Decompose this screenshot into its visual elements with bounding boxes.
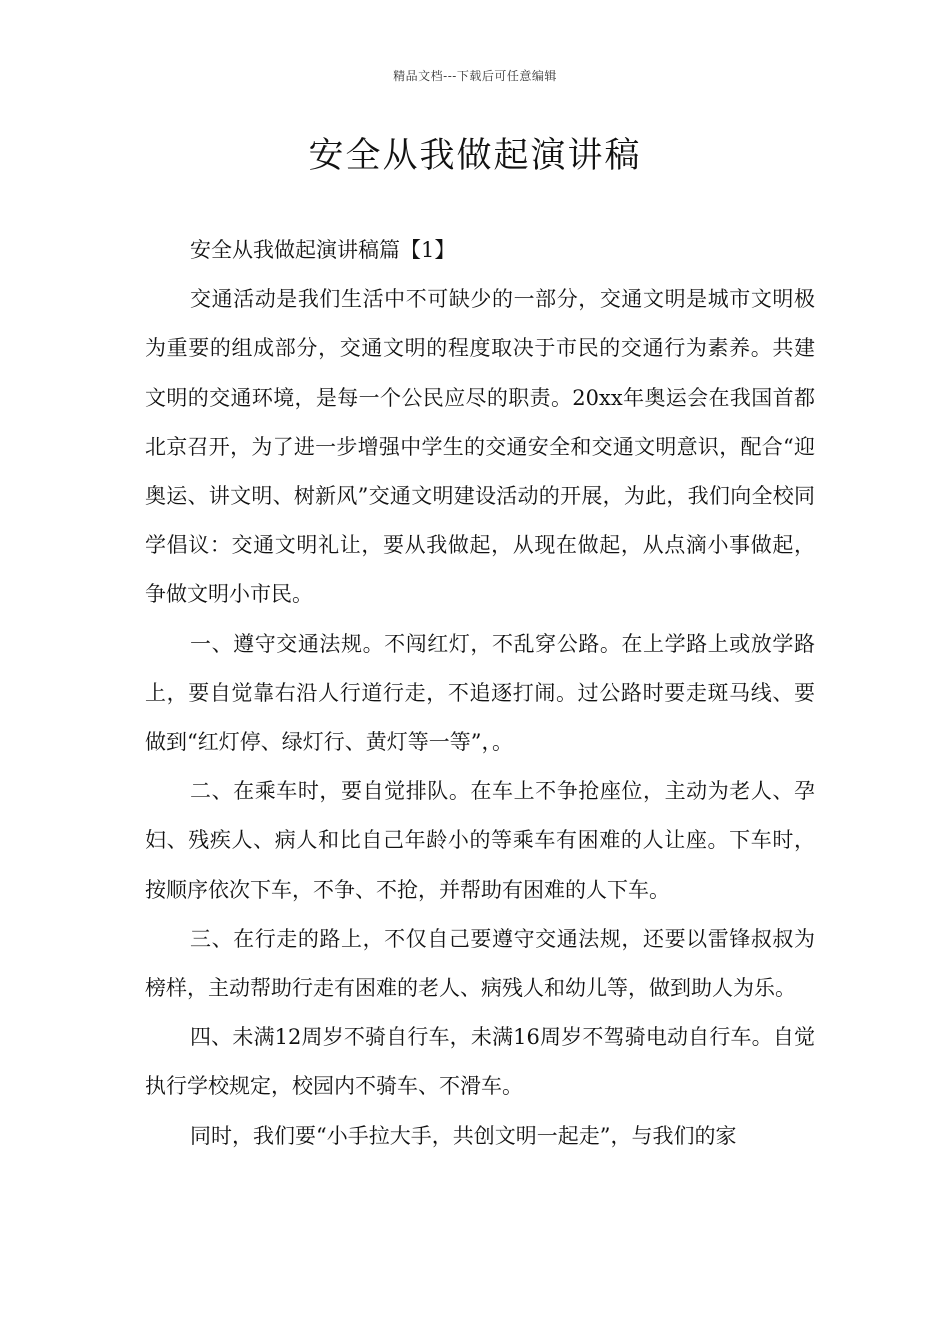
document-title: 安全从我做起演讲稿	[308, 136, 642, 176]
section-heading: 安全从我做起演讲稿篇【1】	[190, 238, 456, 262]
header-note: 精品文档---下载后可任意编辑	[393, 69, 557, 83]
paragraph-item-3: 三、在行走的路上，不仅自己要遵守交通法规，还要以雷锋叔叔为榜样，主动帮助行走有困难的老人、病残人和幼儿等，做到助人为乐。	[145, 926, 815, 1001]
paragraph-item-1: 一、遵守交通法规。不闯红灯，不乱穿公路。在上学路上或放学路上，要自觉靠右沿人行道行走，不追逐打闹。过公路时要走斑马线、要做到“红灯停、绿灯行、黄灯等一等”，。	[145, 631, 815, 755]
paragraph-item-4: 四、未满12周岁不骑自行车，未满16周岁不驾骑电动自行车。自觉执行学校规定，校园内不骑车、不滑车。	[145, 1025, 815, 1099]
paragraph-item-2: 二、在乘车时，要自觉排队。在车上不争抢座位，主动为老人、孕妇、残疾人、病人和比自己年龄小的等乘车有困难的人让座。下车时，按顺序依次下车，不争、不抢，并帮助有困难的人下车。	[145, 779, 815, 902]
document-body	[145, 226, 815, 1161]
paragraph-closing: 同时，我们要“小手拉大手，共创文明一起走”，与我们的家	[190, 1123, 737, 1148]
paragraph-intro: 交通活动是我们生活中不可缺少的一部分，交通文明是城市文明极为重要的组成部分，交通文明的程度取决于市民的交通行为素养。共建文明的交通环境，是每一个公民应尽的职责。20xx年奥运会在我国首都北京召开，为了进一步增强中学生的交通安全和交通文明意识，配合“迎奥运、讲文明、树新风”交通文明建设活动的开展，为此，我们向全校同学倡议：交通文明礼让，要从我做起，从现在做起，从点滴小事做起，争做文明小市民。	[145, 287, 815, 607]
